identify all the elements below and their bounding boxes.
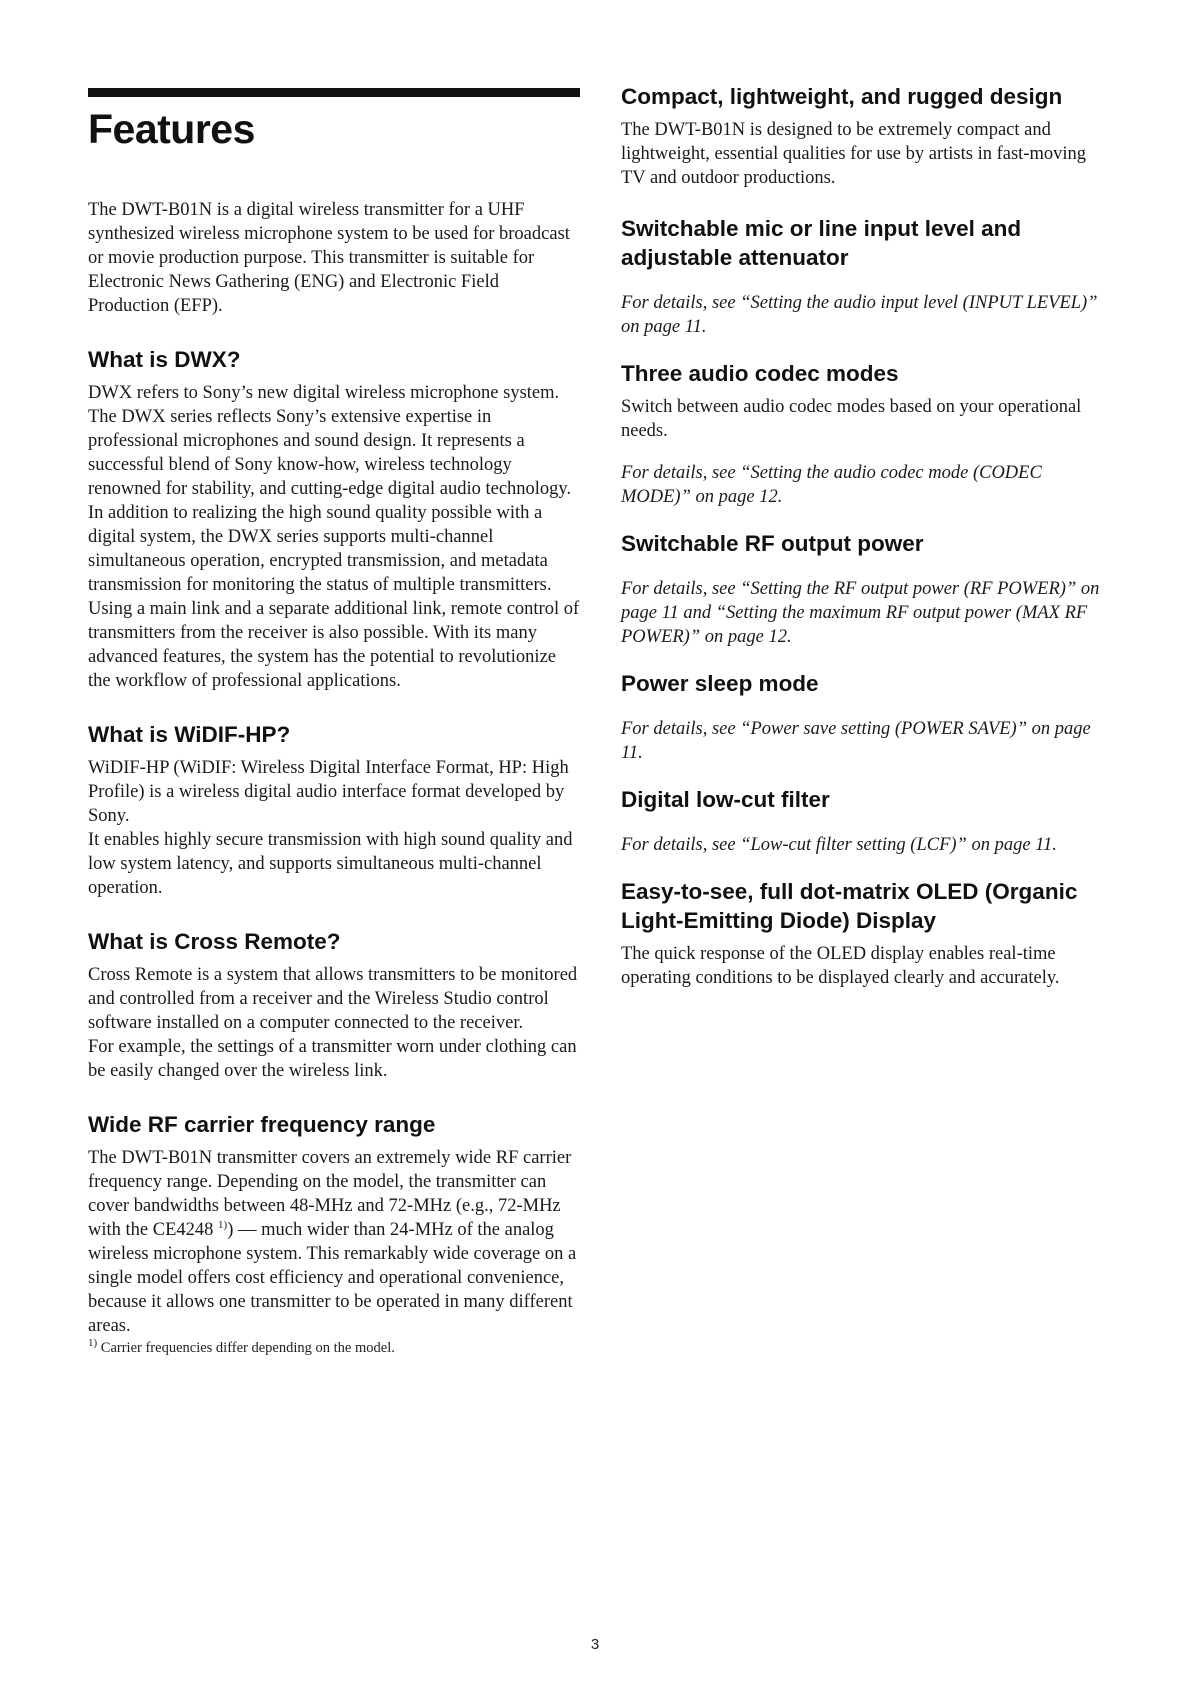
rf-range-text-a: The DWT-B01N transmitter covers an extremely wide RF carrier frequency range. Depending on the model, the transmitter can cover bandwidths between 48-MHz and 72-MHz (e.g., 72-MHz with the CE4248 xyxy=(88,1148,572,1240)
oled-paragraph: The quick response of the OLED display enables real-time operating conditions to be displayed clearly and accurately. xyxy=(621,944,1060,988)
rf-range-paragraph xyxy=(88,1146,580,1338)
codec-reference: For details, see “Setting the audio codec mode (CODEC MODE)” on page 12. xyxy=(621,463,1042,507)
sleep-reference: For details, see “Power save setting (POWER SAVE)” on page 11. xyxy=(621,719,1091,763)
heading-rf-output-power: Switchable RF output power xyxy=(621,531,924,556)
dwx-paragraph-2: In addition to realizing the high sound quality possible with a digital system, the DWX series supports multi-channel simultaneous operation, encrypted transmission, and metadata transmission for monitoring the status of multiple transmitters. Using a main link and a separate additional link, remote control of transmitters from the receiver is also possible. With its many advanced features, the system has the potential to revolutionize the workflow of professional applications. xyxy=(88,503,580,691)
compact-paragraph: The DWT-B01N is designed to be extremely compact and lightweight, essential qualities for use by artists in fast-moving TV and outdoor productions. xyxy=(621,120,1086,188)
widif-paragraph-1: WiDIF-HP (WiDIF: Wireless Digital Interface Format, HP: High Profile) is a wireless digital audio interface format developed by Sony. xyxy=(88,758,569,826)
left-column xyxy=(88,82,580,1358)
heading-what-is-widif-hp: What is WiDIF-HP? xyxy=(88,722,291,747)
heading-low-cut-filter: Digital low-cut filter xyxy=(621,787,830,812)
title-rule xyxy=(88,88,580,97)
footnote-reference: 1) xyxy=(218,1218,228,1231)
cross-remote-paragraph-1: Cross Remote is a system that allows transmitters to be monitored and controlled from a receiver and the Wireless Studio control software installed on a computer connected to the receiver. xyxy=(88,965,578,1033)
heading-oled-display: Easy-to-see, full dot-matrix OLED (Organic Light-Emitting Diode) Display xyxy=(621,879,1078,933)
heading-wide-rf-range: Wide RF carrier frequency range xyxy=(88,1112,436,1137)
dwx-paragraph-1: DWX refers to Sony’s new digital wireless microphone system. The DWX series reflects Sony’s extensive expertise in professional microphones and sound design. It represents a successful blend of Sony know-how, wireless technology renowned for stability, and cutting-edge digital audio technology. xyxy=(88,383,572,499)
heading-mic-line-input: Switchable mic or line input level and adjustable attenuator xyxy=(621,216,1022,270)
heading-power-sleep-mode: Power sleep mode xyxy=(621,671,819,696)
mic-line-reference: For details, see “Setting the audio input level (INPUT LEVEL)” on page 11. xyxy=(621,293,1098,337)
footnote-marker: 1) xyxy=(88,1337,98,1350)
rf-range-text-b: ) — much wider than 24-MHz of the analog wireless microphone system. This remarkably wide coverage on a single model offers cost efficiency and operational convenience, because it allows one transmitter to be operated in many different areas. xyxy=(88,1220,577,1336)
rf-power-reference: For details, see “Setting the RF output power (RF POWER)” on page 11 and “Setting the maximum RF output power (MAX RF POWER)” on page 12. xyxy=(621,579,1100,647)
heading-what-is-dwx: What is DWX? xyxy=(88,347,241,372)
heading-what-is-cross-remote: What is Cross Remote? xyxy=(88,929,341,954)
heading-audio-codec-modes: Three audio codec modes xyxy=(621,361,899,386)
heading-compact-design: Compact, lightweight, and rugged design xyxy=(621,84,1063,109)
widif-paragraph-2: It enables highly secure transmission with high sound quality and low system latency, and supports simultaneous multi-channel operation. xyxy=(88,830,573,898)
codec-paragraph: Switch between audio codec modes based on your operational needs. xyxy=(621,397,1082,441)
cross-remote-paragraph-2: For example, the settings of a transmitter worn under clothing can be easily changed over the wireless link. xyxy=(88,1037,577,1081)
footnote-text: Carrier frequencies differ depending on the model. xyxy=(97,1340,395,1356)
intro-paragraph: The DWT-B01N is a digital wireless transmitter for a UHF synthesized wireless microphone system to be used for broadcast or movie production purpose. This transmitter is suitable for Electronic News Gathering (ENG) and Electronic Field Production (EFP). xyxy=(88,200,570,316)
footnote xyxy=(88,1338,580,1358)
page-title: Features xyxy=(88,106,255,152)
right-column xyxy=(621,82,1113,990)
page-number: 3 xyxy=(590,1636,600,1653)
lowcut-reference: For details, see “Low-cut filter setting (LCF)” on page 11. xyxy=(621,835,1057,855)
